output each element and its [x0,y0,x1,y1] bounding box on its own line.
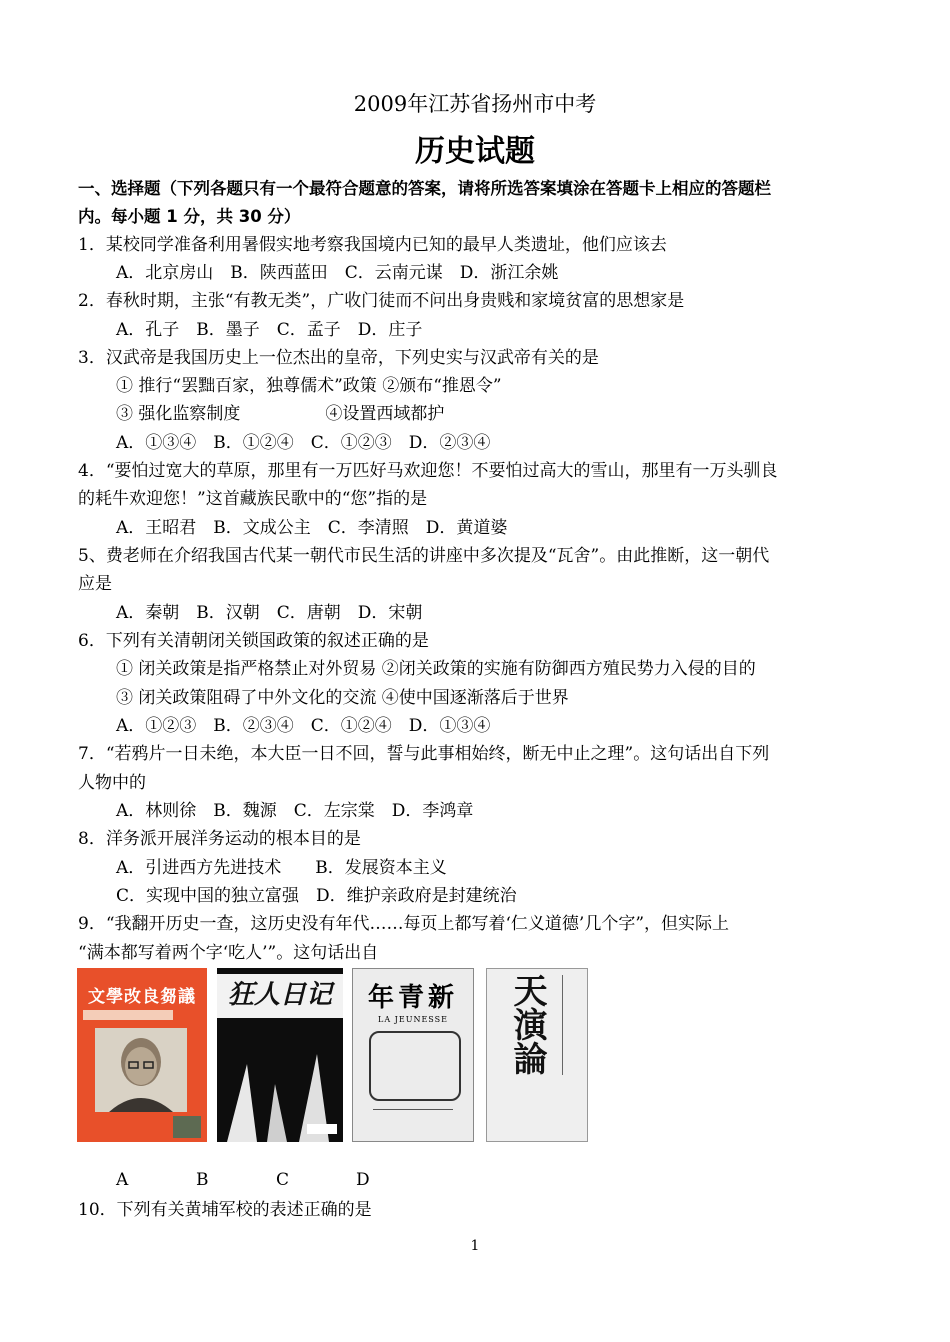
section-heading-line1: 一、选择题（下列各题只有一个最符合题意的答案，请将所选答案填涂在答题卡上相应的答题栏 [78,179,771,198]
option-a-portrait [95,1028,187,1112]
exam-subject: 历史试题 [415,134,535,169]
page-number: 1 [470,1238,480,1254]
question-6-item-1: ① 闭关政策是指严格禁止对外贸易 ②闭关政策的实施有防御西方殖民势力入侵的目的 [116,659,756,679]
option-a-cover-title: 文學改良芻議 [88,987,196,1007]
option-c-label: C [276,1170,290,1190]
option-a-small-photo [173,1116,201,1138]
option-b-cover-title: 狂人日记 [227,980,332,1010]
option-a-cover-band [83,1010,173,1020]
section-heading-line2: 内。每小题 1 分，共 30 分） [78,207,301,226]
option-d-label: D [356,1170,370,1190]
question-5-stem-line1: 5、费老师在介绍我国古代某一朝代市民生活的讲座中多次提及“瓦舍”。由此推断，这一朝代 [78,546,770,566]
question-2-options: A．孔子 B．墨子 C．孟子 D．庄子 [116,320,423,340]
option-c-cover-title: 新青年 [367,983,458,1013]
option-d-book-cover-image [486,968,588,1142]
question-1-stem: 1．某校同学准备利用暑假实地考察我国境内已知的最早人类遗址，他们应该去 [78,235,667,255]
question-3-item-2: ③ 强化监察制度 ④设置西域都护 [116,404,445,424]
question-4-stem-line1: 4．“要怕过宽大的草原，那里有一万匹好马欢迎您！不要怕过高大的雪山，那里有一万头驯良 [78,461,778,481]
question-1-options: A．北京房山 B．陕西蓝田 C．云南元谋 D．浙江余姚 [116,263,559,283]
question-4-stem-line2: 的耗牛欢迎您！”这首藏族民歌中的“您”指的是 [78,489,428,509]
question-3-stem: 3．汉武帝是我国历史上一位杰出的皇帝，下列史实与汉武帝有关的是 [78,348,599,368]
option-c-cover-frame [369,1031,461,1101]
question-9-stem-line2: “满本都写着两个字‘吃人’”。这句话出自 [78,943,379,963]
question-9-stem-line1: 9．“我翻开历史一查，这历史没有年代……每页上都写着‘仁义道德’几个字”，但实际上 [78,914,730,934]
question-3-item-1: ① 推行“罢黜百家，独尊儒术”政策 ②颁布“推恩令” [116,376,502,396]
question-7-stem-line2: 人物中的 [78,773,146,793]
option-d-cover-title: 天演論 [507,973,547,1075]
option-c-cover-subtitle: LA JEUNESSE [378,1015,448,1024]
question-8-stem: 8．洋务派开展洋务运动的根本目的是 [78,829,361,849]
option-a-label: A [116,1170,129,1190]
question-3-options: A．①③④ B．①②④ C．①②③ D．②③④ [116,433,491,453]
question-5-options: A．秦朝 B．汉朝 C．唐朝 D．宋朝 [116,603,423,623]
question-7-stem-line1: 7．“若鸦片一日未绝，本大臣一日不回，誓与此事相始终，断无中止之理”。这句话出自下列 [78,744,770,764]
question-6-item-2: ③ 闭关政策阻碍了中外文化的交流 ④使中国逐渐落后于世界 [116,688,569,708]
question-7-options: A．林则徐 B．魏源 C．左宗棠 D．李鸿章 [116,801,474,821]
question-8-options-row1: A．引进西方先进技术 B．发展资本主义 [116,858,447,878]
option-d-side-text-block [562,975,583,1075]
option-b-woodcut-art [217,1024,343,1142]
question-8-options-row2: C．实现中国的独立富强 D．维护亲政府是封建统治 [116,886,517,906]
question-2-stem: 2．春秋时期，主张“有教无类”，广收门徒而不问出身贵贱和家境贫富的思想家是 [78,291,685,311]
exam-title: 2009年江苏省扬州市中考 [353,92,597,116]
question-6-stem: 6．下列有关清朝闭关锁国政策的叙述正确的是 [78,631,429,651]
option-a-book-cover-image [77,968,207,1142]
question-4-options: A．王昭君 B．文成公主 C．李清照 D．黄道婆 [116,518,508,538]
option-c-magazine-cover-image [352,968,474,1142]
option-b-book-cover-image [217,968,343,1142]
option-b-label: B [196,1170,209,1190]
option-c-cover-footer [373,1109,453,1132]
question-5-stem-line2: 应是 [78,574,112,594]
question-6-options: A．①②③ B．②③④ C．①②④ D．①③④ [116,716,491,736]
question-10-stem: 10．下列有关黄埔军校的表述正确的是 [78,1200,372,1220]
